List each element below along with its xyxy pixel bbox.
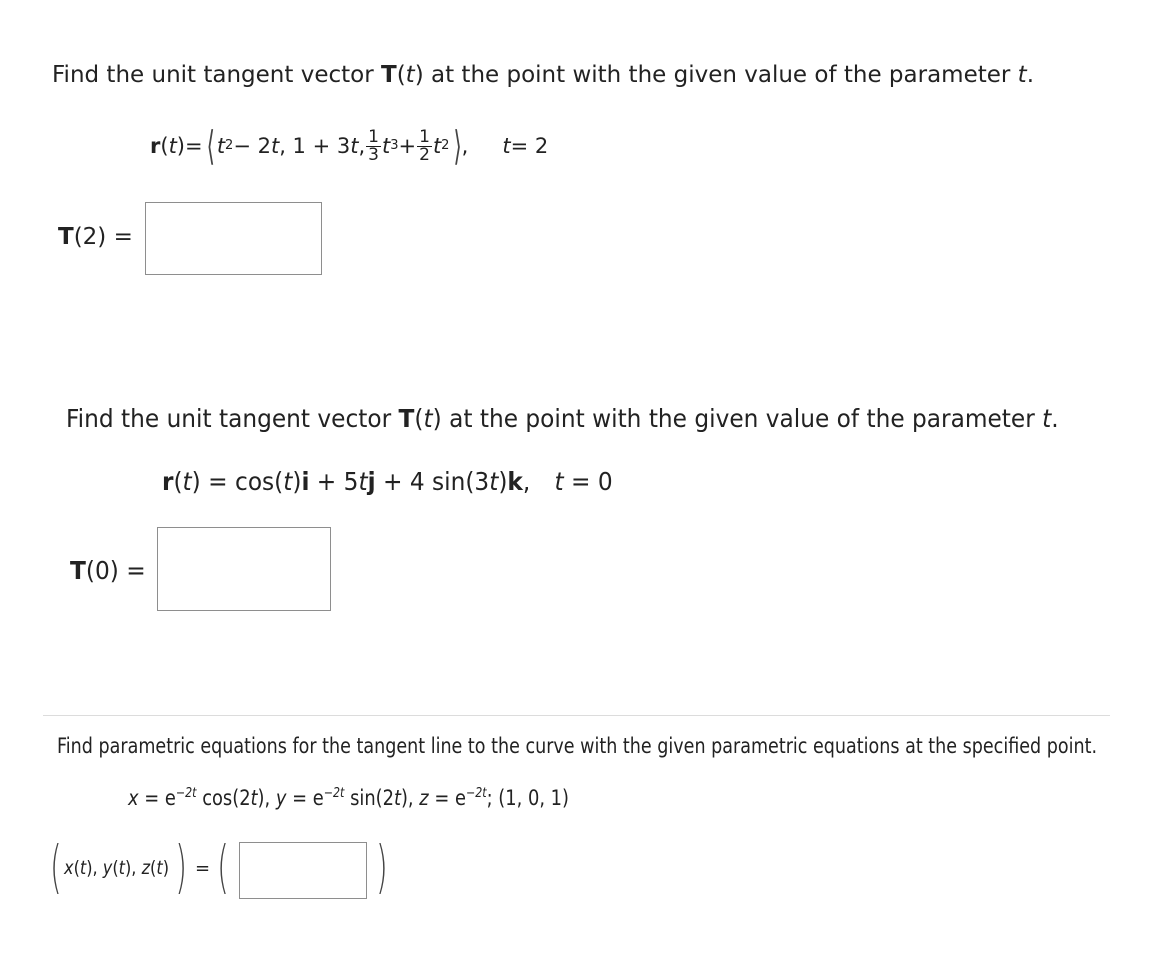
problem1-answer-label: T(2) =: [58, 224, 133, 250]
problem3-equations: $x = e^{-2t}$ cos(2t), $y = e^{-2t}$ sin(2t), $z = e^{-2t}$; (1, 0, 1): [128, 786, 569, 810]
problem1-instruction: Find the unit tangent vector T(t) at the point with the given value of the parameter t.: [52, 62, 1034, 88]
problem2-answer-input[interactable]: [157, 527, 331, 611]
left-paren: (: [217, 834, 229, 902]
problem3-answer-input[interactable]: [239, 842, 367, 899]
problem1-equation: r ( t ) = ⟨ t 2 − 2 t , 1 + 3 t , $\frac{1}{3}$ t 3 + $\frac{1}{2}$ t 2 ⟩ , t = 2: [150, 123, 549, 169]
problem1-answer-input[interactable]: [145, 202, 322, 275]
section-divider: [43, 715, 1110, 716]
problem2-answer-label: T(0) =: [70, 556, 146, 585]
problem3-closing-paren: [376, 834, 388, 902]
problem3-lhs: ( x(t), y(t), z(t) ) = (: [50, 834, 229, 902]
left-angle-bracket: ⟨: [206, 123, 215, 169]
right-angle-bracket: ⟩: [453, 123, 462, 169]
problem2-instruction: Find the unit tangent vector T(t) at the point with the given value of the parameter t.: [66, 404, 1059, 433]
problem3-instruction: Find parametric equations for the tangent line to the curve with the given parametric equations at the specified point.: [57, 734, 1098, 758]
right-paren: ): [376, 834, 388, 902]
left-paren: (: [50, 834, 62, 902]
right-paren: ): [175, 834, 187, 902]
fraction-one-third: $\frac{1}{3}$: [368, 126, 379, 165]
problem2-equation: r(t) = cos(t)i + 5tj + 4 sin(3t)k, t = 0: [162, 467, 613, 496]
fraction-one-half: $\frac{1}{2}$: [419, 126, 430, 165]
